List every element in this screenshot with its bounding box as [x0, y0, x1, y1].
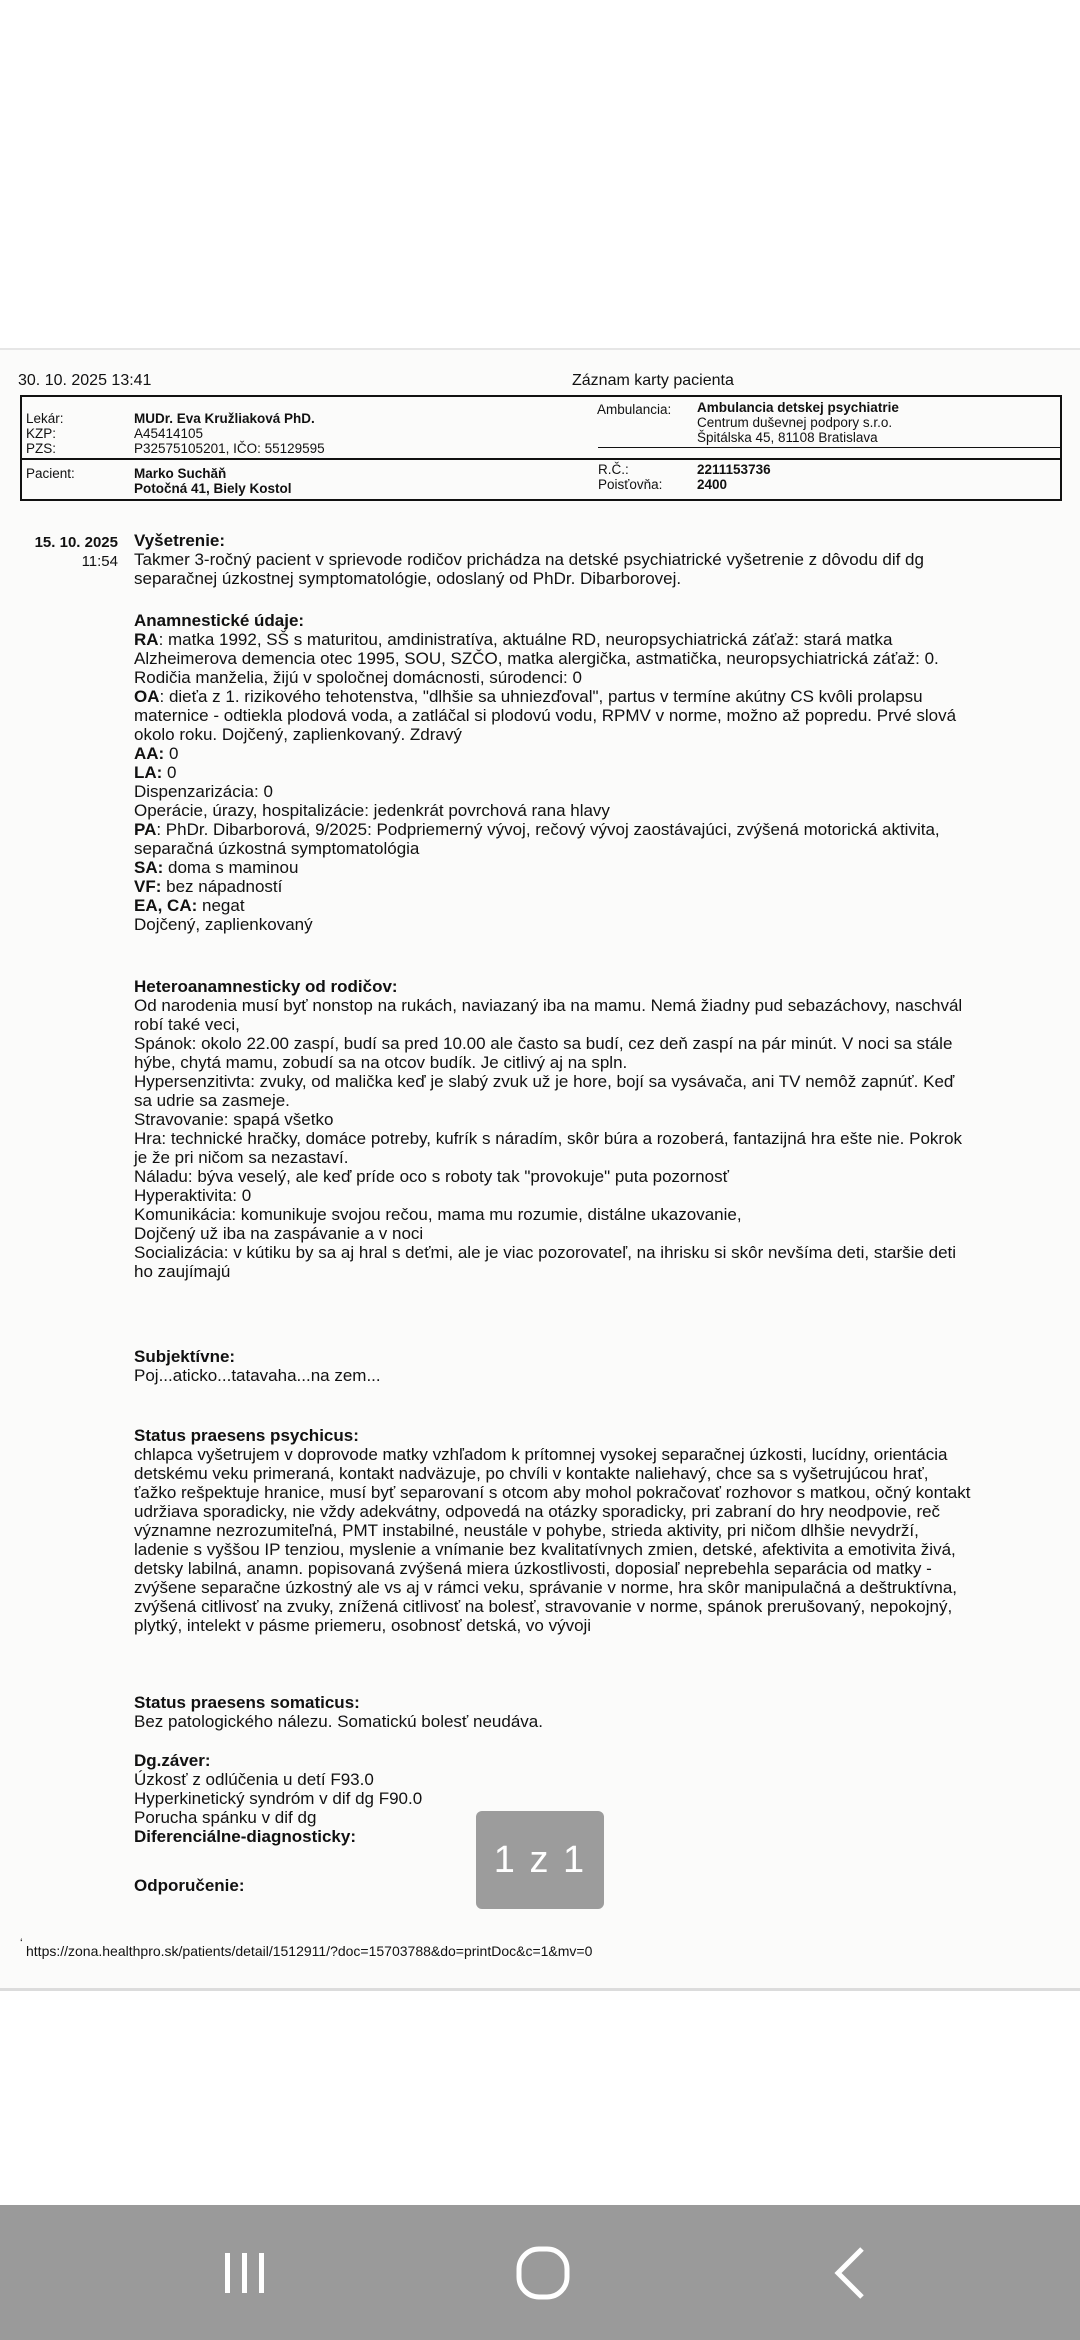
ra-line: Alzheimerova demencia otec 1995, SOU, SZČO, matka alergička, astmatička, neuropsychiatrická záťaž: 0. — [134, 649, 939, 668]
hetero-line: Hypersenzitivta: zvuky, od malička keď je slabý zvuk už je hore, bojí sa vysávača, ani TV nemôž zapnúť. Keď — [134, 1072, 955, 1091]
home-icon[interactable] — [468, 2205, 618, 2340]
patient-info — [134, 466, 534, 496]
ambulancia-company: Centrum duševnej podpory s.r.o. — [697, 415, 893, 430]
ambulancia-label: Ambulancia: — [597, 402, 672, 417]
heteroanamnesis-heading: Heteroanamnesticky od rodičov: — [134, 977, 398, 996]
dispenzarizacia-line: Dispenzarizácia: 0 — [134, 782, 273, 801]
aa-label: AA: — [134, 744, 165, 763]
section-subjektivne — [134, 1347, 1054, 1385]
poistovna-label: Poisťovňa: — [598, 477, 663, 492]
psychicus-line: významne nezrozumiteľná, PMT instabilné, neustále v pohybe, strieda aktivity, pri ničom dlhšie nevydrží, — [134, 1521, 919, 1540]
ra-label: RA — [134, 630, 159, 649]
status-psychicus-heading: Status praesens psychicus: — [134, 1426, 359, 1445]
pa-line: separačná úzkostná symptomatológia — [134, 839, 420, 858]
psychicus-line: ťažko rešpektuje hranice, musí byť separovaní s otcom aby mohol pokračovať rozhovor s matkou, očný kontakt — [134, 1483, 971, 1502]
sa-label: SA: — [134, 858, 164, 877]
hetero-line: Komunikácia: komunikuje svojou rečou, mama mu rozumie, distálne ukazovanie, — [134, 1205, 742, 1224]
provider-box — [20, 395, 1062, 460]
patient-id-labels — [598, 462, 662, 492]
rc-value: 2211153736 — [697, 462, 771, 477]
section-status-psychicus — [134, 1426, 1054, 1635]
poistovna-value: 2400 — [697, 477, 728, 492]
vf-value: bez nápadností — [161, 877, 283, 896]
android-nav-bar — [0, 2205, 1080, 2340]
kzp-label: KZP: — [26, 426, 57, 441]
patient-name: Marko Suchăň — [134, 466, 227, 481]
back-icon[interactable] — [775, 2205, 925, 2340]
oa-text: : dieťa z 1. rizikového tehotenstva, "dlhšie sa uhniezďoval", partus v termíne akútny CS kvôli prolapsu — [159, 687, 923, 706]
hetero-line: Hra: technické hračky, domáce potreby, kufrík s náradím, skôr búra a rozoberá, fantazijná hra ešte nie. Pokrok — [134, 1129, 963, 1148]
hetero-line: robí také veci, — [134, 1015, 240, 1034]
psychicus-line: detsky labilná, anamn. popisovaná zvýšená miera úzkostlivosti, doposiaľ neprebehla separácia od matky - — [134, 1559, 932, 1578]
document-page — [0, 350, 1080, 1988]
page-indicator: 1 z 1 — [476, 1811, 604, 1909]
psychicus-line: zvýšene separačne úzkostný ale vs aj v rámci veku, správanie v norme, hra skôr manipulačná a deštruktívna, — [134, 1578, 957, 1597]
la-label: LA: — [134, 763, 163, 782]
entry-time: 11:54 — [81, 553, 118, 570]
oa-line: maternice - odtiekla plodová voda, a zatláčal si plodovú vodu, RPMV v norme, možno až popredu. Prvé slová — [134, 706, 957, 725]
diagnosis-line: Porucha spánku v dif dg — [134, 1808, 317, 1827]
section-heteroanamnesis — [134, 977, 1054, 1281]
ambulancia-info — [697, 400, 1057, 445]
pacient-label: Pacient: — [26, 466, 75, 481]
psychicus-line: udržiava sporadicky, nie vždy adekvátny, odpovedá na otázky sporadicky, pri zabraní do hry neodpovie, reč — [134, 1502, 941, 1521]
vf-line — [134, 877, 1054, 896]
la-value: 0 — [162, 763, 177, 782]
pzs-label: PZS: — [26, 441, 57, 456]
hetero-line: hýbe, chytá mamu, zobudí sa na otcov budík. Je citlivý aj na spln. — [134, 1053, 628, 1072]
la-line — [134, 763, 1054, 782]
psychicus-line: plytký, intelekt v pásme priemeru, osobnosť detská, vo vývoji — [134, 1616, 592, 1635]
vysetrenie-heading: Vyšetrenie: — [134, 531, 226, 550]
provider-values — [134, 411, 434, 456]
kzp-value: A45414105 — [134, 426, 204, 441]
hetero-line: Od narodenia musí byť nonstop na rukách, naviazaný iba na mamu. Nemá žiadny pud sebazáchovy, naschvál — [134, 996, 963, 1015]
diferencialne-heading: Diferenciálne-diagnosticky: — [134, 1827, 357, 1846]
subjektivne-text: Poj...aticko...tatavaha...na zem... — [134, 1366, 381, 1385]
status-somaticus-heading: Status praesens somaticus: — [134, 1693, 360, 1712]
hetero-line: sa udrie sa zasmeje. — [134, 1091, 290, 1110]
odporucenie-heading: Odporučenie: — [134, 1876, 245, 1895]
section-vysetrenie — [134, 531, 1054, 588]
ra-text: : matka 1992, SŠ s maturitou, amdinistratíva, aktuálne RD, neuropsychiatrická záťaž: stará matka — [158, 630, 893, 649]
url-tick: ‘ — [20, 1936, 23, 1950]
sa-line — [134, 858, 1054, 877]
vysetrenie-line: separačnej úzkostnej symptomatológie, odoslaný od PhDr. Dibarborovej. — [134, 569, 682, 588]
hetero-line: je že pri ničom sa nezastaví. — [134, 1148, 349, 1167]
operacie-line: Operácie, úrazy, hospitalizácie: jedenkrát povrchová rana hlavy — [134, 801, 610, 820]
aa-value: 0 — [164, 744, 179, 763]
patient-box — [20, 460, 1062, 501]
section-anamnesis — [134, 611, 1054, 934]
aa-line — [134, 744, 1054, 763]
hetero-line: Stravovanie: spapá všetko — [134, 1110, 334, 1129]
pa-line — [134, 820, 1054, 839]
hetero-line: Spánok: okolo 22.00 zaspí, budí sa pred 10.00 ale často sa budí, cez deň zaspí na pár minút. V noci sa stále — [134, 1034, 953, 1053]
ea-label: EA, CA: — [134, 896, 198, 915]
hetero-line: Dojčený už iba na zaspávanie a v noci — [134, 1224, 424, 1243]
entry-datetime — [28, 533, 118, 571]
patient-address: Potočná 41, Biely Kostol — [134, 481, 292, 496]
entry-date: 15. 10. 2025 — [34, 534, 118, 551]
oa-line — [134, 687, 1054, 706]
psychicus-line: chlapca vyšetrujem v doprovode matky vzhľadom k prítomnej vysokej separačnej úzkosti, lucídny, orientácia — [134, 1445, 948, 1464]
subjektivne-heading: Subjektívne: — [134, 1347, 236, 1366]
footer-url: https://zona.healthpro.sk/patients/detail/1512911/?doc=15703788&do=printDoc&c=1&mv=0 — [26, 1943, 593, 1959]
hetero-line: Náladu: býva veselý, ale keď príde oco s roboty tak "provokuje" puta pozornosť — [134, 1167, 729, 1186]
lekar-label: Lekár: — [26, 411, 64, 426]
ambulancia-name: Ambulancia detskej psychiatrie — [697, 400, 899, 415]
oa-line: okolo roku. Dojčený, zaplienkovaný. Zdravý — [134, 725, 462, 744]
patient-id-values — [697, 462, 771, 492]
hetero-line: Hyperaktivita: 0 — [134, 1186, 252, 1205]
oa-label: OA — [134, 687, 160, 706]
ambulancia-address: Špitálska 45, 81108 Bratislava — [697, 430, 878, 445]
anamnesis-heading: Anamnestické údaje: — [134, 611, 305, 630]
vf-label: VF: — [134, 877, 162, 896]
ea-line — [134, 896, 1054, 915]
dg-zaver-heading: Dg.záver: — [134, 1751, 211, 1770]
psychicus-line: detskému veku primeraná, kontakt nadväzuje, po chvíli v kontakte naliehavý, chce sa s vyšetrujúcou hrať, — [134, 1464, 929, 1483]
psychicus-line: zvýšená citlivosť na zvuky, znížená citlivosť na bolesť, stravovanie v norme, spánok prerušovaný, nepokojný, — [134, 1597, 953, 1616]
pa-label: PA — [134, 820, 157, 839]
vysetrenie-line: Takmer 3-ročný pacient v sprievode rodičov prichádza na detské psychiatrické vyšetrenie z dôvodu dif dg — [134, 550, 924, 569]
section-status-somaticus — [134, 1693, 1054, 1731]
dojceny-line: Dojčený, zaplienkovaný — [134, 915, 313, 934]
ra-line: Rodičia manželia, žijú v spoločnej domácnosti, súrodenci: 0 — [134, 668, 582, 687]
recent-apps-icon[interactable] — [170, 2205, 320, 2340]
print-datetime: 30. 10. 2025 13:41 — [18, 372, 152, 389]
hetero-line: Socializácia: v kútiku by sa aj hral s deťmi, ale je viac pozorovateľ, na ihrisku si skôr nevšíma deti, staršie deti — [134, 1243, 957, 1262]
document-title: Záznam karty pacienta — [572, 372, 734, 389]
provider-labels — [26, 411, 86, 456]
diagnosis-line: Úzkosť z odlúčenia u detí F93.0 — [134, 1770, 374, 1789]
ambulancia-divider — [598, 447, 1060, 448]
pzs-value: P32575105201, IČO: 55129595 — [134, 441, 325, 456]
diagnosis-line: Hyperkinetický syndróm v dif dg F90.0 — [134, 1789, 423, 1808]
doctor-name: MUDr. Eva Kružliaková PhD. — [134, 411, 315, 426]
psychicus-line: ladenie s vyššou IP tenziou, myslenie a vnímanie bez kvalitatívnych zmien, detské, afektivita a emotivita živá, — [134, 1540, 956, 1559]
pa-text: : PhDr. Dibarborová, 9/2025: Podpriemerný vývoj, rečový vývoj zaostávajúci, zvýšená motorická aktivita, — [156, 820, 940, 839]
sa-value: doma s maminou — [163, 858, 299, 877]
hetero-line: ho zaujímajú — [134, 1262, 231, 1281]
rc-label: R.Č.: — [598, 462, 629, 477]
somaticus-text: Bez patologického nálezu. Somatickú bolesť neudáva. — [134, 1712, 543, 1731]
ra-line — [134, 630, 1054, 649]
ea-value: negat — [197, 896, 245, 915]
